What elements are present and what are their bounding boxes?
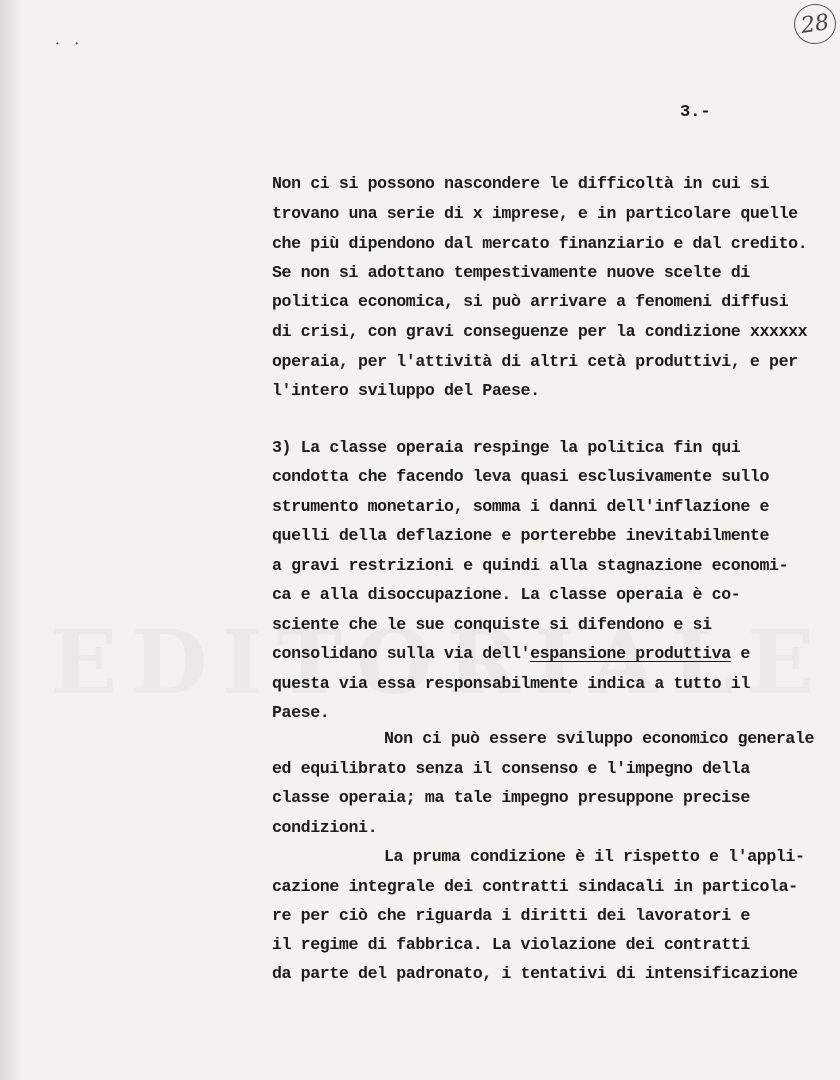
paragraph-2-line: questa via essa responsabilmente indica a tutto il — [272, 674, 750, 693]
paragraph-3-line: Non ci può essere sviluppo economico generale — [384, 729, 815, 748]
paragraph-2-line: sciente che le sue conquiste si difendono e si — [272, 615, 712, 634]
paragraph-1-line: l'intero sviluppo del Paese. — [272, 381, 540, 400]
scan-specks: • • — [55, 40, 80, 49]
line-text: e — [730, 644, 750, 663]
paragraph-1-line: che più dipendono dal mercato finanziario e dal credito. — [272, 234, 808, 253]
folio-mark: 28 — [791, 1, 838, 46]
underlined-phrase: espansione produttiva — [530, 644, 731, 663]
line-text: consolidano sulla via dell' — [272, 644, 531, 663]
paragraph-2-line: a gravi restrizioni e quindi alla stagnazione economi- — [272, 556, 789, 575]
paragraph-2-line: strumento monetario, somma i danni dell'inflazione e — [272, 497, 770, 516]
paragraph-3-line: classe operaia; ma tale impegno presuppone precise — [272, 788, 750, 807]
paragraph-1-line: di crisi, con gravi conseguenze per la condizione xxxxxx — [272, 322, 808, 341]
paragraph-2-line: condotta che facendo leva quasi esclusivamente sullo — [272, 467, 770, 486]
paragraph-1-line: operaia, per l'attività di altri cetà produttivi, e per — [272, 352, 798, 371]
paragraph-4-line: cazione integrale dei contratti sindacali in particola- — [272, 877, 798, 896]
paragraph-2-line: 3) La classe operaia respinge la politica fin qui — [272, 438, 741, 457]
paragraph-4-line: da parte del padronato, i tentativi di intensificazione — [272, 964, 798, 983]
paragraph-2-line: ca e alla disoccupazione. La classe operaia è co- — [272, 585, 741, 604]
paragraph-1-line: politica economica, si può arrivare a fenomeni diffusi — [272, 292, 789, 311]
paragraph-2-line — [272, 644, 750, 664]
paragraph-1-line: Non ci si possono nascondere le difficoltà in cui si — [272, 174, 770, 193]
paragraph-1-line: Se non si adottano tempestivamente nuove scelte di — [272, 263, 750, 282]
paragraph-4-line: La pruma condizione è il rispetto e l'appli- — [384, 847, 805, 866]
paragraph-1-line: trovano una serie di x imprese, e in particolare quelle — [272, 204, 798, 223]
paragraph-2-line: Paese. — [272, 703, 330, 722]
page-number: 3.- — [680, 103, 711, 122]
paragraph-2-line: quelli della deflazione e porterebbe inevitabilmente — [272, 526, 770, 545]
paragraph-4-line: re per ciò che riguarda i diritti dei lavoratori e — [272, 906, 750, 925]
paragraph-4-line: il regime di fabbrica. La violazione dei contratti — [272, 935, 750, 954]
scan-edge-shadow — [0, 0, 22, 1080]
paragraph-3-line: condizioni. — [272, 818, 378, 837]
paragraph-3-line: ed equilibrato senza il consenso e l'impegno della — [272, 759, 750, 778]
